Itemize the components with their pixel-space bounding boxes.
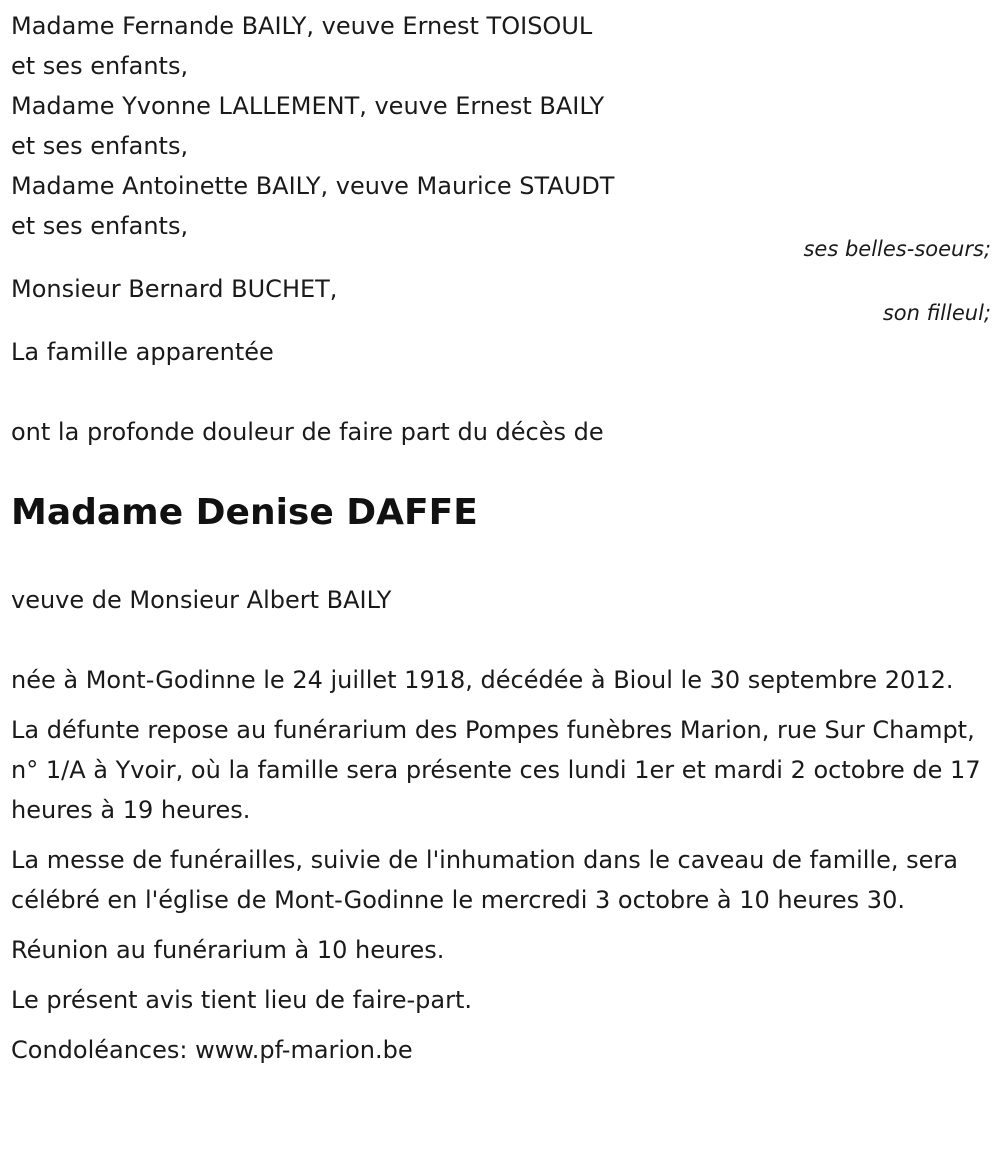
family-line: Madame Yvonne LALLEMENT, veuve Ernest BAILY [11, 92, 605, 120]
meeting-info: Réunion au funérarium à 10 heures. [11, 936, 445, 964]
rest-info: La défunte repose au funérarium des Pompes funèbres Marion, rue Sur Champt, n° 1/A à Yvoir, où la famille sera présente ces lundi 1er et mardi 2 octobre de 17 heures à 19 heures. [11, 716, 981, 824]
godson-name: Monsieur Bernard BUCHET, [11, 275, 338, 303]
godson-role: son filleul; [882, 301, 991, 325]
deceased-name: Madame Denise DAFFE [11, 492, 478, 533]
family-line: et ses enfants, [11, 52, 189, 80]
announcement: ont la profonde douleur de faire part du décès de [11, 418, 604, 446]
family-role: ses belles-soeurs; [803, 237, 991, 261]
notice-info: Le présent avis tient lieu de faire-part. [11, 986, 473, 1014]
funeral-info: La messe de funérailles, suivie de l'inhumation dans le caveau de famille, sera célébré en l'église de Mont-Godinne le mercredi 3 octobre à 10 heures 30. [11, 846, 958, 914]
details-block [11, 660, 981, 1070]
family-block [11, 6, 614, 246]
family-line: et ses enfants, [11, 212, 189, 240]
family-line: Madame Fernande BAILY, veuve Ernest TOISOUL [11, 12, 593, 40]
birth-death: née à Mont-Godinne le 24 juillet 1918, décédée à Bioul le 30 septembre 2012. [11, 666, 954, 694]
widow-of: veuve de Monsieur Albert BAILY [11, 586, 392, 614]
condolences-info: Condoléances: www.pf-marion.be [11, 1036, 413, 1064]
related-family: La famille apparentée [11, 338, 274, 366]
family-line: et ses enfants, [11, 132, 189, 160]
family-line: Madame Antoinette BAILY, veuve Maurice STAUDT [11, 172, 615, 200]
